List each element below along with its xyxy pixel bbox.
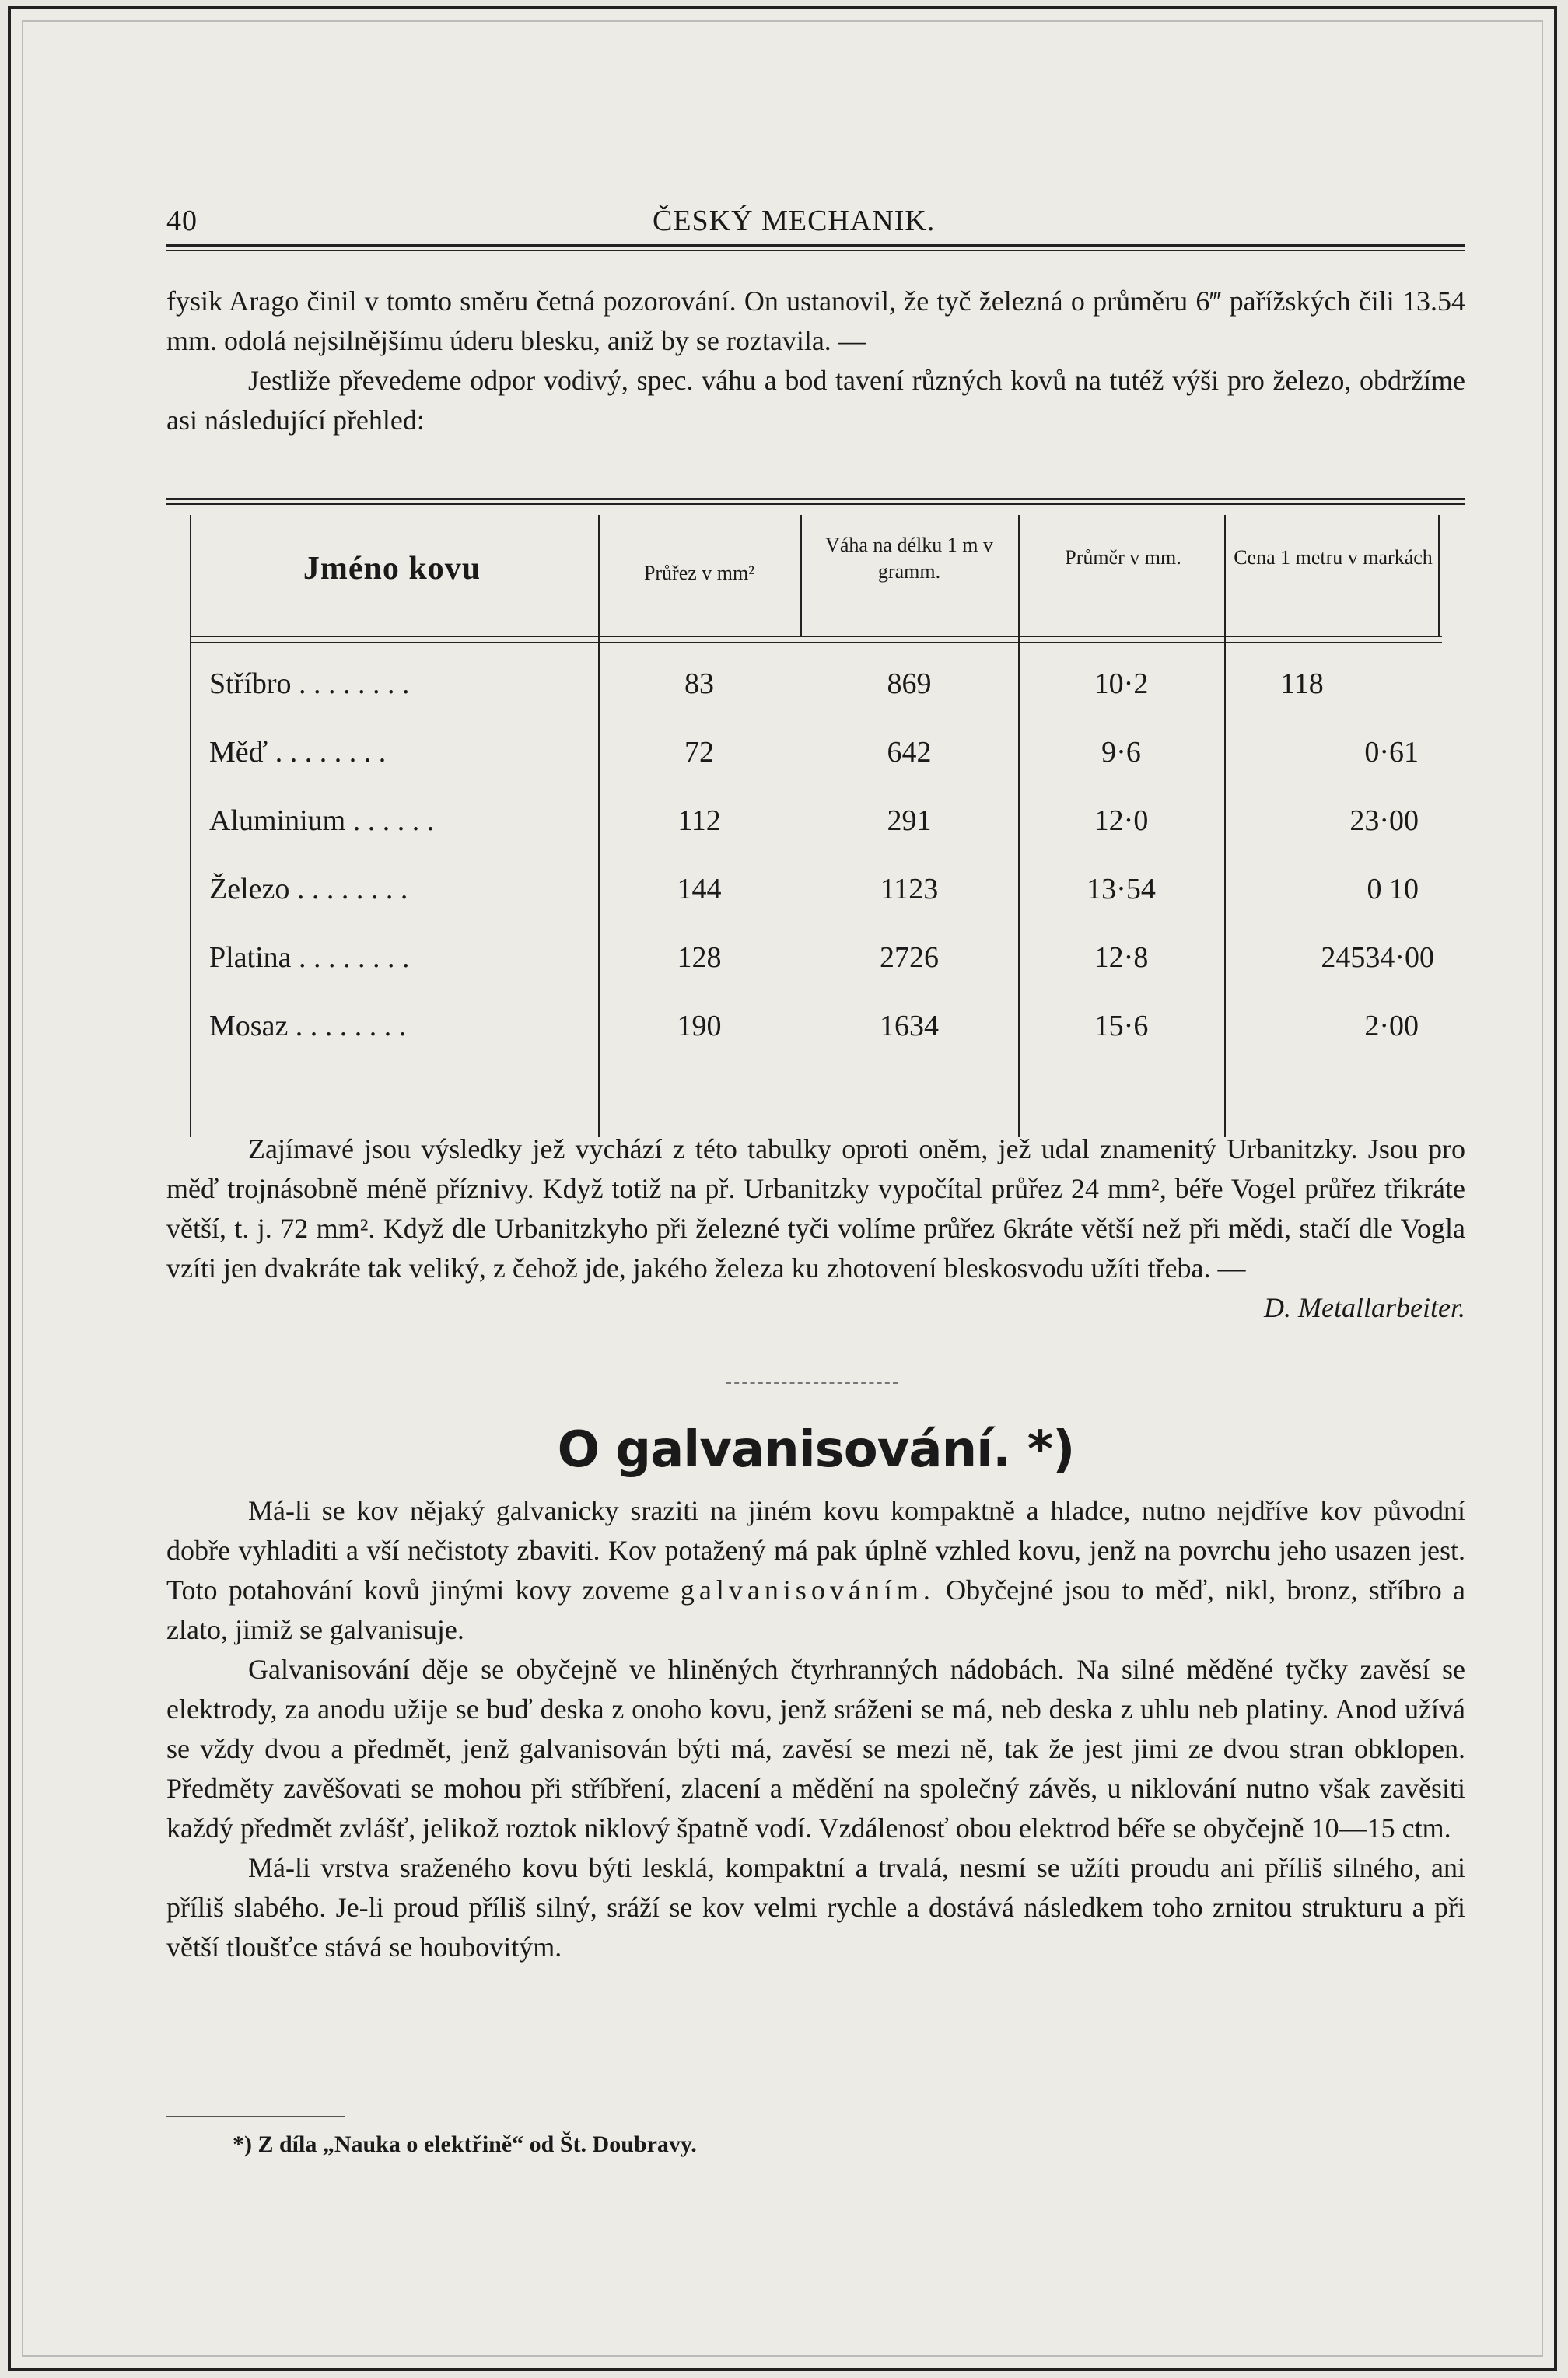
intro-paragraph-2: Jestliže převedeme odpor vodivý, spec. váhu a bod tavení různých kovů na tutéž výši pro železo, obdržíme asi následující přehled: [166, 365, 1465, 436]
diameter-value: 13·54 [1087, 873, 1156, 905]
after-table-text [166, 1129, 1465, 1328]
journal-title: ČESKÝ MECHANIK. [653, 205, 936, 237]
header-diameter: Průměr v mm. [1065, 546, 1181, 569]
cross-section-value: 128 [677, 941, 722, 974]
diameter-value: 12·0 [1094, 804, 1149, 837]
price-value: 0·61 [1364, 736, 1419, 769]
metals-table [190, 515, 1442, 1137]
section-paragraph-3: Má-li vrstva sraženého kovu býti lesklá, kompaktní a trvalá, nesmí se užíti proudu ani příliš silného, ani příliš slabého. Je-li proud příliš silný, sráží se kov velmi rychle a dostává následkem toho zrnitou strukturu a při větší tloušťce stává se houbovitým. [166, 1852, 1465, 1963]
weight-value: 642 [887, 736, 932, 769]
cross-section-value: 112 [677, 804, 721, 837]
metal-name: Mosaz . . . . . . . . [209, 1010, 407, 1042]
table-row [190, 735, 1442, 804]
table-row [190, 667, 1442, 735]
table-vline [1438, 515, 1440, 636]
price-value: 24534·00 [1321, 941, 1434, 974]
footnote-rule [166, 2116, 345, 2117]
metal-name: Platina . . . . . . . . [209, 941, 410, 974]
cross-section-value: 72 [684, 736, 714, 769]
price-value: 0 10 [1367, 873, 1419, 905]
document-page [8, 6, 1557, 2371]
intro-text [166, 282, 1465, 440]
header-weight: Váha na délku 1 m v gramm. [825, 534, 993, 583]
after-table-body: Zajímavé jsou výsledky jež vychází z této tabulky oproti oněm, jež udal znamenitý Urbanitzky. Jsou pro měď trojnásobně méně příznivy. Když totiž na př. Urbanitzky vypočítal průřez 24 mm², béře Vogel průřez třikráte větší, t. j. 72 mm². Když dle Urbanitzkyho při železné tyči volíme průřez 6kráte větší než při mědi, stačí dle Vogla vzíti jen dvakráte tak veliký, z čehož jde, jakého železa ku zhotovení bleskosvodu užíti třeba. — [166, 1133, 1465, 1284]
table-top-rule [166, 498, 1465, 505]
weight-value: 1634 [880, 1010, 939, 1042]
section-paragraph-2: Galvanisování děje se obyčejně ve hliněných čtyrhranných nádobách. Na silné měděné tyčky zavěsí se elektrody, za anodu užije se buď deska z onoho kovu, jenž sráženi se má, neb deska z uhlu neb platiny. Anod užívá se vždy dvou a předmět, jenž galvanisován býti má, zavěsí se mezi ně, tak že jest jimi ze dvou stran obklopen. Předměty zavěšovati se mohou při stříbření, zlacení a mědění na společný závěs, u niklování nutno však zavěsiti každý předmět zvlášť, jelikož roztok niklový špatně vodí. Vzdálenosť obou elektrod béře se obyčejně 10—15 ctm. [166, 1654, 1465, 1844]
page-number: 40 [166, 205, 198, 237]
header-cross-section: Průřez v mm² [643, 562, 755, 584]
footnote: *) Z díla „Nauka o elektřině“ od Št. Doubravy. [233, 2131, 697, 2157]
section-paragraph-1-start: Má-li se kov nějaký galvanicky sraziti na jiném kovu kompaktně a hladce, nutno nejdříve kov původní dobře vyhladiti a vší nečistoty zbaviti. Kov potažený má pak úplně vzhled kovu, jenž na povrchu jeho usazen jest. Toto potahování kovů jinými kovy zoveme [166, 1495, 1465, 1606]
table-row [190, 1009, 1442, 1077]
section-paragraph-1-end: Obyčejné jsou to měď, nikl, bronz, stříbro a zlato, jimiž se galvanisuje. [166, 1574, 1465, 1645]
table-row [190, 872, 1442, 940]
metal-name: Železo . . . . . . . . [209, 873, 408, 905]
price-value: 2·00 [1364, 1010, 1419, 1042]
section-text [166, 1491, 1465, 1967]
metal-name: Stříbro . . . . . . . . [209, 667, 410, 700]
section-divider [726, 1382, 898, 1384]
section-title: O galvanisování. *) [557, 1421, 1075, 1479]
table-row [190, 804, 1442, 872]
signature: D. Metallarbeiter. [1264, 1292, 1465, 1323]
weight-value: 1123 [880, 873, 939, 905]
weight-value: 869 [887, 667, 932, 700]
header-rule [166, 244, 1465, 251]
price-value: 23·00 [1349, 804, 1419, 837]
metal-name: Měď . . . . . . . . [209, 736, 387, 769]
table-header-rule [190, 636, 1442, 637]
diameter-value: 15·6 [1094, 1010, 1149, 1042]
table-header-rule [190, 642, 1442, 643]
section-paragraph-1 [166, 1491, 1465, 1650]
weight-value: 2726 [880, 941, 939, 974]
cross-section-value: 83 [684, 667, 714, 700]
intro-paragraph-1: fysik Arago činil v tomto směru četná pozorování. On ustanovil, že tyč železná o průměru 6‴ pařížských čili 13.54 mm. odolá nejsilnějšímu úderu blesku, aniž by se roztavila. — [166, 285, 1465, 356]
price-value: 118 [1280, 667, 1324, 700]
header-price: Cena 1 metru v markách [1234, 546, 1433, 569]
cross-section-value: 190 [677, 1010, 722, 1042]
after-table-paragraph [166, 1129, 1465, 1323]
weight-value: 291 [887, 804, 932, 837]
cross-section-value: 144 [677, 873, 722, 905]
table-vline [800, 515, 802, 636]
diameter-value: 9·6 [1101, 736, 1141, 769]
table-row [190, 940, 1442, 1009]
metal-name: Aluminium . . . . . . [209, 804, 435, 837]
spaced-term: galvanisováním. [680, 1574, 935, 1606]
header-name: Jméno kovu [303, 551, 481, 587]
diameter-value: 12·8 [1094, 941, 1149, 974]
diameter-value: 10·2 [1094, 667, 1149, 700]
